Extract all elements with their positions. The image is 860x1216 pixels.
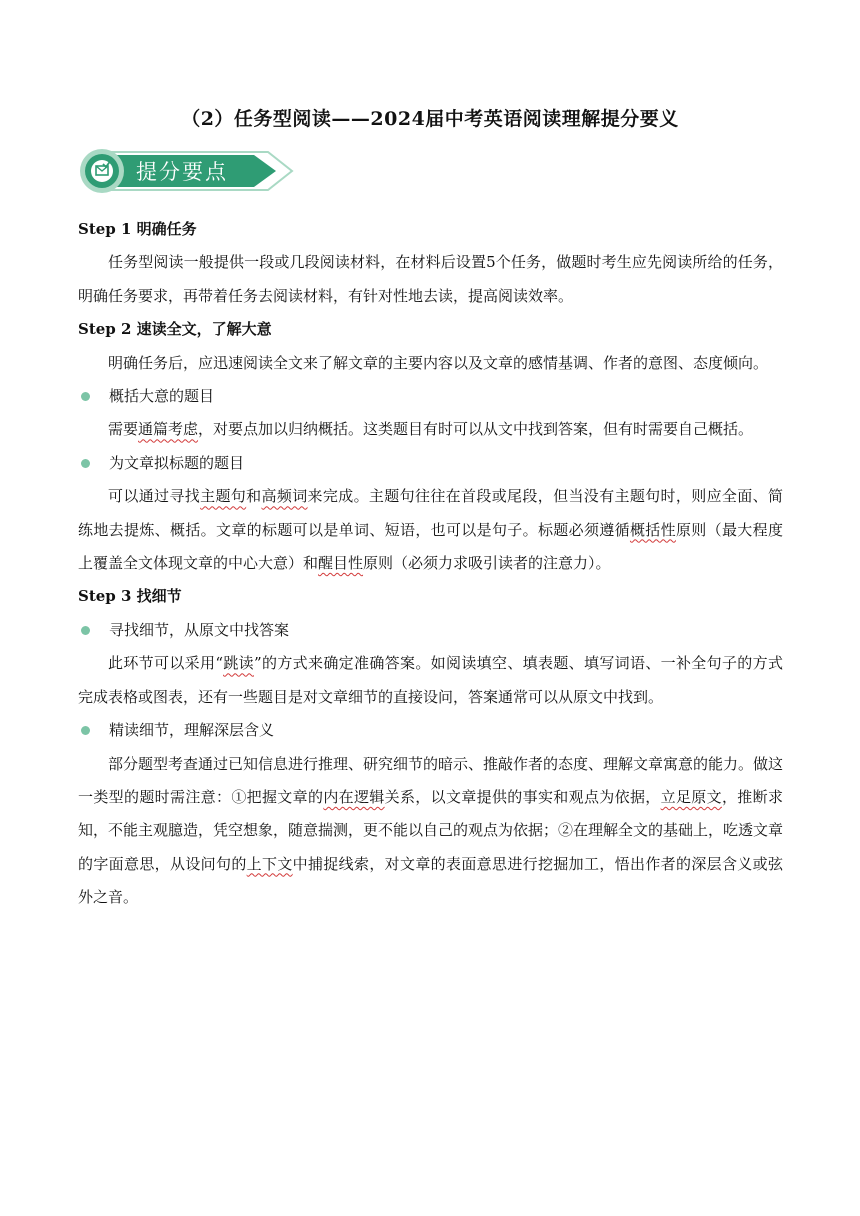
bullet-label: 概括大意的题目 bbox=[109, 387, 215, 406]
text-run: ，推断求知，不能主观臆造，凭空想象，随意揣测，更不能以自己的观点为依据；②在理解全文的基础上，吃透文章的字面意思，从设问句的 bbox=[78, 787, 784, 873]
summary-paragraph bbox=[78, 413, 783, 446]
step2-paragraph: 明确任务后，应迅速阅读全文来了解文章的主要内容以及文章的感情基调、作者的意图、态度倾向。 bbox=[108, 353, 769, 372]
bullet-dot-icon bbox=[81, 392, 90, 401]
underlined-term: 立足原文 bbox=[660, 787, 722, 806]
text-run: 中捕捉线索，对文章的表面意思进行挖掘加工，悟出作者的深层含义或弦外之音。 bbox=[78, 854, 783, 907]
bullet-label: 寻找细节，从原文中找答案 bbox=[109, 620, 290, 639]
text-run: 可以通过寻找 bbox=[108, 487, 201, 506]
text-run: 此环节可以采用“ bbox=[108, 654, 223, 673]
text-run: 需要 bbox=[108, 420, 139, 439]
bullet-label: 为文章拟标题的题目 bbox=[109, 453, 245, 472]
step1-paragraph: 任务型阅读一般提供一段或几段阅读材料，在材料后设置5个任务，做题时考生应先阅读所给的任务，明确任务要求，再带着任务去阅读材料，有针对性地去读，提高阅读效率。 bbox=[78, 253, 783, 305]
bullet-dot-icon bbox=[81, 726, 90, 735]
underlined-term: 醒目性 bbox=[318, 554, 364, 573]
bullet-title-questions bbox=[78, 447, 783, 480]
title-paragraph bbox=[78, 480, 783, 580]
document-body bbox=[78, 213, 783, 915]
text-run: 关系，以文章提供的事实和观点为依据， bbox=[384, 787, 661, 806]
underlined-term: 上下文 bbox=[246, 854, 293, 873]
text-run: ，对要点加以归纳概括。这类题目有时可以从文中找到答案，但有时需要自己概括。 bbox=[198, 420, 754, 439]
text-run: 和 bbox=[246, 487, 262, 506]
underlined-term: 通篇考虑 bbox=[138, 420, 199, 439]
text-run: 原则（最大程度上覆盖全文体现文章的中心大意）和 bbox=[78, 520, 783, 573]
step1-heading: Step 1 明确任务 bbox=[78, 220, 197, 238]
step3-heading: Step 3 找细节 bbox=[78, 587, 182, 606]
banner-label: 提分要点 bbox=[136, 160, 228, 184]
bullet-summary-questions bbox=[78, 380, 783, 413]
section-banner bbox=[78, 147, 298, 195]
underlined-term: 内在逻辑 bbox=[323, 787, 385, 806]
find-details-paragraph bbox=[78, 647, 783, 714]
bullet-dot-icon bbox=[81, 626, 90, 635]
bullet-close-reading bbox=[78, 714, 783, 747]
text-run: 来完成。主题句往往在首段或尾段，但当没有主题句时，则应全面、简练地去提炼、概括。文章的标题可以是单词、短语，也可以是句子。标题必须遵循 bbox=[78, 487, 783, 539]
close-reading-paragraph bbox=[78, 748, 783, 915]
text-run: 原则（必须力求吸引读者的注意力）。 bbox=[363, 554, 611, 573]
bullet-label: 精读细节，理解深层含义 bbox=[109, 721, 275, 740]
underlined-term: 高频词 bbox=[261, 487, 308, 506]
bullet-find-details bbox=[78, 614, 783, 647]
page-title: （2）任务型阅读——2024届中考英语阅读理解提分要义 bbox=[181, 108, 679, 130]
underlined-term: 概括性 bbox=[629, 520, 676, 539]
text-run: 部分题型考查通过已知信息进行推理、研究细节的暗示、推敲作者的态度、理解文章寓意的能力。做这一类型的题时需注意：①把握文章的 bbox=[78, 754, 784, 806]
underlined-term: 主题句 bbox=[200, 487, 247, 506]
bullet-dot-icon bbox=[81, 459, 90, 468]
text-run: ”的方式来确定准确答案。如阅读填空、填表题、填写词语、一补全句子的方式完成表格或图表，还有一些题目是对文章细节的直接设问，答案通常可以从原文中找到。 bbox=[78, 654, 783, 706]
step2-heading: Step 2 速读全文，了解大意 bbox=[78, 320, 272, 339]
underlined-term: 跳读 bbox=[223, 654, 254, 673]
